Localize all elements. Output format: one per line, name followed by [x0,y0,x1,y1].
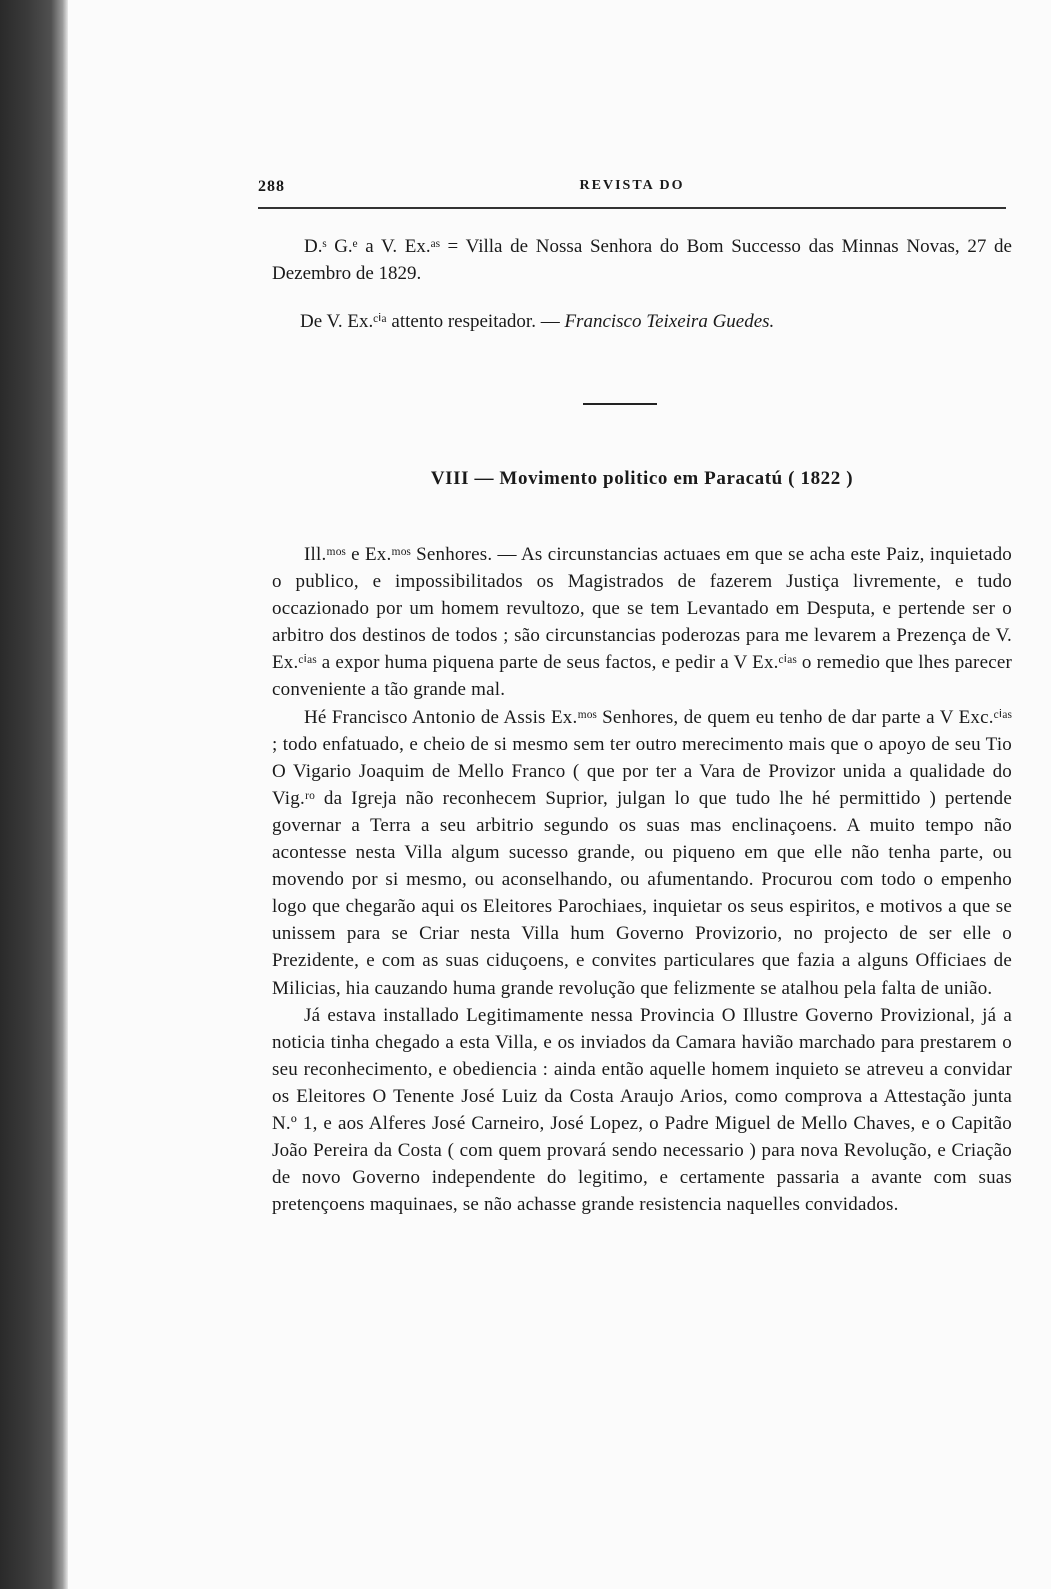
book-spine-shadow [0,0,68,1589]
running-header [258,178,1006,202]
signature-line [272,309,1012,336]
body-paragraph: Ill.ᵐᵒˢ e Ex.ᵐᵒˢ Senhores. — As circunstancias actuaes em que se acha este Paiz, inquietado o publico, e impossibilitados os Magistrados de fazerem Justiça livremente, e tudo occazionado por um homem revultozo, que se tem Levantado em Desputa, e pertende ser o arbitro dos destinos de todos ; são circunstancias poderozas para me levarem a Prezença de V. Ex.ᶜⁱᵃˢ a expor huma piquena parte de seus factos, e pedir a V Ex.ᶜⁱᵃˢ o remedio que lhes parecer conveniente a tão grande mal. [272,544,1012,701]
section-divider [583,403,657,405]
body-paragraph: Já estava installado Legitimamente nessa Provincia O Illustre Governo Provizional, já a noticia tinha chegado a esta Villa, e os inviados da Camara havião marchado para prestarem o seu reconhecimento, e obediencia : ainda então aquelle homem inquieto se atreveu a convidar os Eleitores O Tenente José Luiz da Costa Araujo Arios, como comprova a Attestação junta N.º 1, e aos Alferes José Carneiro, José Lopez, o Padre Miguel de Mello Chaves, e o Capitão João Pereira da Costa ( com quem provará sendo necessario ) para nova Revolução, e Criação de novo Governo independente do legitimo, e certamente passaria a avante com suas pretençoens maquinaes, se não achasse grande resistencia naquelles convidados. [272,1004,1012,1216]
closing-paragraph: D.ˢ G.ᵉ a V. Ex.ᵃˢ = Villa de Nossa Senhora do Bom Successo das Minnas Novas, 27 de Dezembro de 1829. [272,236,1012,284]
signature-prefix: De V. Ex.ᶜⁱᵃ attento respeitador. — [300,311,565,332]
signature-name: Francisco Teixeira Guedes. [564,311,775,332]
section-title: VIII — Movimento politico em Paracatú ( 1822 ) [430,468,854,489]
body-paragraph: Hé Francisco Antonio de Assis Ex.ᵐᵒˢ Senhores, de quem eu tenho de dar parte a V Exc.ᶜⁱᵃˢ ; todo enfatuado, e cheio de si mesmo sem ter outro merecimento mais que o apoyo de seu Tio O Vigario Joaquim de Mello Franco ( que por ter a Vara de Provizor unida a qualidade do Vig.ʳᵒ da Igreja não reconhecem Suprior, julgan lo que tudo lhe hé permittido ) pertende governar a Terra a seu arbitrio segundo os suas mas enclinaçoens. A muito tempo não acontesse nesta Villa algum sucesso grande, ou piqueno em que elle não tenha parte, ou movendo por si mesmo, ou aconselhando, ou afumentando. Procurou com todo o empenho logo que chegarão aqui os Eleitores Parochiaes, inquietar os seus espiritos, e motivos a que se unissem para se Criar nesta Villa hum Governo Provizorio, no projecto de ser elle o Prezidente, e com as suas ciduçoens, e convites particulares que fazia a alguns Officiaes de Milicias, hia cauzando huma grande revolução que felizmente se atalhou pela falta de união. [272,706,1012,999]
body-text [272,541,1012,1218]
running-title: REVISTA DO [579,178,685,193]
page-number: 288 [258,178,285,195]
header-rule [258,207,1006,209]
